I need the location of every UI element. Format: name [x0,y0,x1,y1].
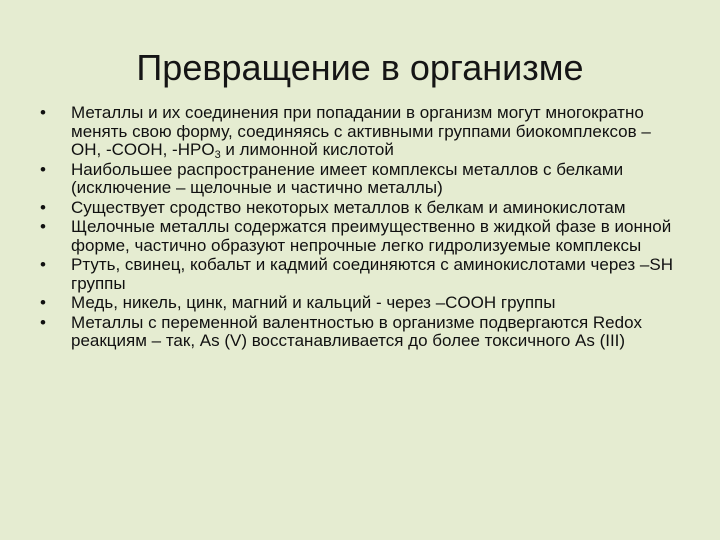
bullet-item [40,294,680,313]
bullet-dot: • [40,197,46,217]
subscript: 3 [214,149,221,161]
bullet-item [40,199,680,218]
bullet-item [40,218,680,255]
bullet-dot: • [40,255,46,274]
bullet-dot: • [40,159,46,179]
bullet-text: Металлы с переменной валентностью в организме подвергаются Redox реакциям – так, As (V) восстанавливается до более токсичного As (III) [71,312,643,350]
bullet-item [40,161,680,198]
bullet-dot: • [40,312,46,332]
bullet-text-continued: и лимонной кислотой [220,140,394,159]
bullet-dot: • [40,293,46,312]
bullet-text: Наибольшее распространение имеет комплексы металлов с белками (исключение – щелочные и частично металлы) [71,159,624,197]
bullet-list [40,104,680,351]
bullet-text: Медь, никель, цинк, магний и кальций - через –COOH группы [71,293,556,312]
bullet-item [40,314,680,351]
bullet-item [40,256,680,293]
bullet-dot: • [40,103,46,122]
bullet-text: Ртуть, свинец, кобальт и кадмий соединяются с аминокислотами через –SH группы [71,255,673,293]
bullet-dot: • [40,217,46,236]
bullet-item [40,104,680,160]
slide-title: Превращение в организме [136,47,584,88]
bullet-text: Металлы и их соединения при попадании в организм могут многократно менять свою форму, соединяясь с активными группами биокомплексов –OH, -COOH, -HPO [71,103,651,159]
bullet-text: Щелочные металлы содержатся преимущественно в жидкой фазе в ионной форме, частично образуют непрочные легко гидролизуемые комплексы [71,217,672,255]
bullet-text: Существует сродство некоторых металлов к белкам и аминокислотам [71,197,626,217]
